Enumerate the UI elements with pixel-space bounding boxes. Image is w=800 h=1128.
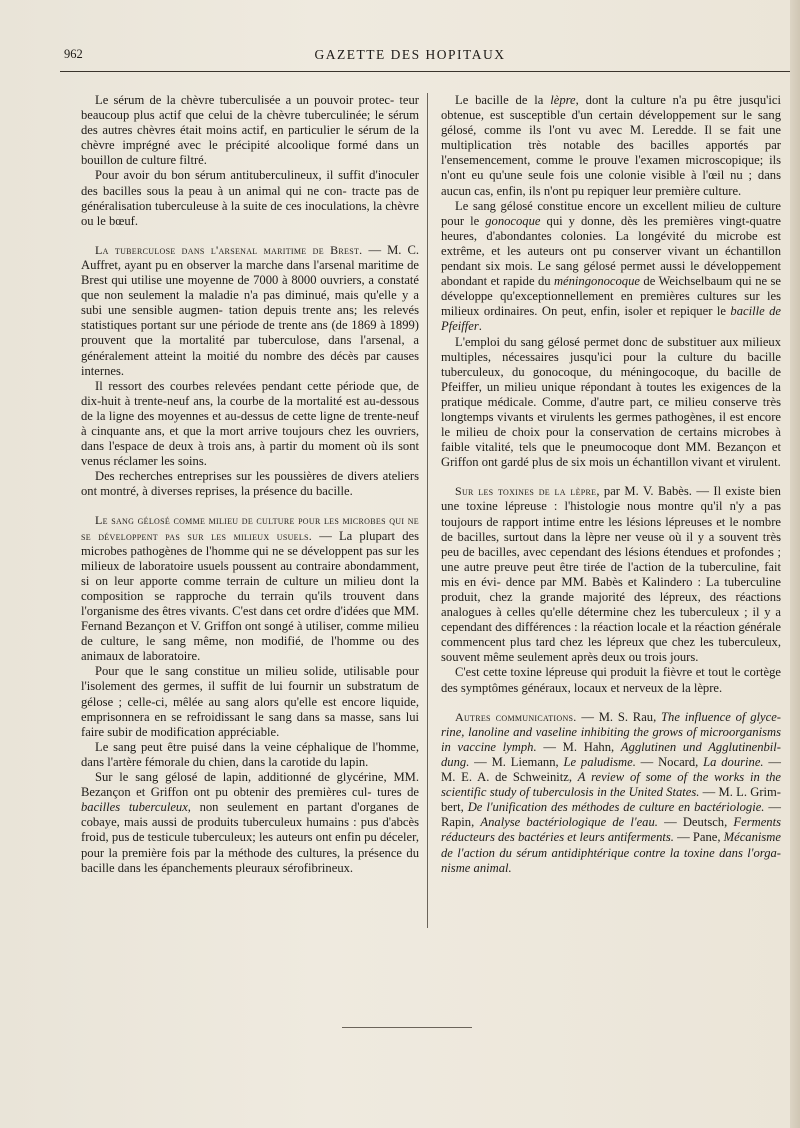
page-header (60, 47, 760, 71)
text-run: Le sang gélosé constitue encore un excellent milieu de culture pour le (441, 198, 781, 228)
text-run: , dont la culture n'a pu être jusqu'ici obtenue, est susceptible d'un certain développement sur le sang gélosé, comme ils l'ont vu avec M. Leredde. Il se fait une multiplication très notable des bacilles apportés par l'ensemencement, comme le prouve l'examen microscopique; ils n'ont eu qu'une seule fois une colonie visible à l'œil nu ; dans aucun cas, enfin, ils n'ont pu repiquer leur première culture. (441, 93, 781, 198)
italic-run: bacilles tuberculeux (81, 800, 188, 815)
page-edge-shadow (790, 0, 800, 1128)
text-run: , non seulement en partant d'organes de cobaye, mais aussi de produits tuberculeux humains : pus d'abcès froid, pus de testicule tuberculeux; les auteurs ont enfin pu déceler, pour la première fois par la méthode des cultures, la présence du bacille dans les épanchements pleuraux sérofibrineux. (81, 800, 419, 875)
text-run: — Nocard, (635, 754, 704, 769)
italic-run: Ferments réducteurs des bactéries et leurs antiferments. (441, 815, 781, 845)
text-run: — M. Hahn, (536, 739, 621, 754)
header-rule (60, 71, 792, 72)
text-run: — M. E. A. de Schweinitz, (441, 754, 781, 785)
paragraph: C'est cette toxine lépreuse qui produit la fièvre et tout le cortège des symptômes généraux, locaux et nerveux de la lèpre. (441, 665, 781, 695)
italic-run: Le paludisme. (563, 754, 636, 769)
section-sang-gelose (81, 513, 419, 664)
text-run: — Deutsch, (657, 815, 734, 830)
paragraph: Il ressort des courbes relevées pendant cette période que, de dix-huit à trente-neuf ans, la courbe de la mortalité est au-dessous de la ligne des moyennes et au-dessus de cette ligne de trente-neuf à cinquante ans, et que la mort arrive toujours chez les ouvriers, dans l'espace de deux à trois ans, à partir du moment où ils sont venus réclamer les soins. (81, 378, 419, 469)
text-run: — Rapin, (441, 800, 781, 830)
paragraph (441, 93, 781, 199)
italic-run: The influence of glyce- rine, lanoline and vaseline inhibiting the grows of microorganisms in vaccine lymph. (441, 709, 781, 754)
section-text: — M. C. Auffret, ayant pu en observer la marche dans l'arsenal maritime de Brest qui utilise une moyenne de 7000 à 8000 ouvriers, a constaté que non seulement la maladie n'a pas diminué, mais qu'elle y a subi une sensible augmen- tation depuis trente ans; les relevés statistiques portant sur une période de trente ans (de 1869 à 1899) prouvent que la mortalité par tuberculose, dans l'arsenal, a généralement atteint la moitié du nombre des décès par causes internes. (81, 242, 419, 378)
italic-run: De l'unification des méthodes de culture en bactériologie. (467, 800, 765, 815)
italic-run: A review of some of the works in the scientific study of tuberculosis in the United States. (441, 770, 781, 800)
section-text: — La plupart des microbes pathogènes de l'homme qui ne se développent pas sur les milieux de laboratoire usuels poussent au contraire abondamment, si on leur apporte comme terrain de culture un milieu dont la composition se rapproche du terrain qu'ils trouvent dans l'organisme des êtres vivants. C'est dans cet ordre d'idées que MM. Fernand Bezançon et V. Griffon ont songé à utiliser, comme milieu de culture, le sang même, non modifié, de l'homme ou des animaux de laboratoire. (81, 528, 419, 664)
section-heading: Sur les toxines de la lèpre (455, 484, 597, 499)
italic-run: Analyse bactériologique de l'eau. (480, 815, 658, 830)
paragraph: L'emploi du sang gélosé permet donc de substituer aux milieux multiples, nécessaires jusqu'ici pour la culture du bacille tuberculeux, du gonocoque, du méningocoque, du bacille de Pfeiffer, un milieu unique répondant à toutes les exigences de la pratique médicale. Comme, d'autre part, ce milieu conserve très longtemps vivants et virulents les germes pathogènes, il est encore le milieu de choix pour la conservation de certains microbes à faible vitalité, tels que le pneumocoque dont MM. Bezançon et Griffon ont gardé plus de six mois un échantillon vivant et virulent. (441, 334, 781, 470)
section-brest (81, 243, 419, 379)
text-run: — M. S. Rau, (576, 709, 662, 724)
italic-run: La dourine. (703, 754, 764, 769)
text-run: Sur le sang gélosé de lapin, additionné de glycérine, MM. Bezançon et Griffon ont pu obtenir des premières cul- tures de (81, 770, 419, 800)
paragraph: Le sang peut être puisé dans la veine céphalique de l'homme, dans l'artère fémorale du chien, dans la carotide du lapin. (81, 739, 419, 769)
section-text: , par M. V. Babès. — Il existe bien une toxine lépreuse : l'histologie nous montre qu'il n'y a pas toujours de rapport intime entre les lésions lépreuses et le nombre de bacilles, surtout dans la lèpre ner veuse où il y a souvent très peu de bacilles, avec cependant des lésions étendues et profondes ; une autre preuve peut être tirée de l'action de la tuberculine, fait mis en évi- dence par MM. Babès et Kalindero : La tuberculine produit, chez la grande majorité des lépreux, des réactions analogues à celles qu'elle détermine chez les tuberculeux ; il y a cependant des différences : la réaction locale et la réaction générale commencent plus tard chez les lépreux que chez les tuberculeux, souvent même seulement après deux ou trois jours. (441, 484, 781, 665)
journal-title: GAZETTE DES HOPITAUX (314, 47, 506, 62)
text-run: qui y donne, dès les premières vingt-quatre heures, d'abondantes colonies. La longévité du microbe est extrême, et les auteurs ont pu conserver vivant un échantillon pendant six mois. Le sang gélosé permet aussi le développement abondant et rapide du (441, 213, 781, 289)
column-divider (427, 93, 428, 928)
section-autres-communications (441, 710, 781, 876)
paragraph: Pour que le sang constitue un milieu solide, utilisable pour l'isolement des germes, il suffit de lui fournir un substratum de gélose ; celle-ci, mêlée au sang alors qu'elle est encore liquide, emprisonnera en se refroidissant le sang dans sa masse, sans lui faire subir de modification appréciable. (81, 664, 419, 739)
italic-run: gonocoque (485, 213, 541, 228)
italic-run: bacille de Pfeiffer (441, 304, 781, 334)
italic-run: Mécanisme de l'action du sérum antidiphtérique contre la toxine dans l'orga- nisme animal. (441, 830, 781, 875)
left-column (81, 93, 419, 876)
section-heading: Le sang gélosé comme milieu de culture pour les microbes qui ne se développent pas sur les milieux usuels. (81, 513, 419, 543)
paragraph (81, 770, 419, 876)
italic-run: méningonocoque (553, 274, 640, 289)
text-run: — Pane, (673, 830, 724, 845)
paragraph: Le sérum de la chèvre tuberculisée a un pouvoir protec- teur beaucoup plus actif que celui de la chèvre tuberculinée; le sérum des autres chèvres était moins actif, en particulier le sérum de la chèvre imprégné avec le précipité alcoolique formé dans un bouillon de culture filtré. (81, 93, 419, 168)
text-run: — M. L. Grim- bert, (441, 785, 782, 815)
paragraph: Des recherches entreprises sur les poussières de divers ateliers ont montré, à diverses reprises, la présence du bacille. (81, 469, 419, 499)
page-number: 962 (64, 47, 83, 61)
text-run: — M. Liemann, (469, 754, 564, 769)
section-toxines-lepre (441, 484, 781, 665)
right-column (441, 93, 781, 876)
text-run: Le bacille de la (455, 93, 551, 107)
text-run: de Weichselbaum qui ne se développe qu'exceptionnellement en premières cultures sur les milieux ordinaires. On peut, enfin, isoler et repiquer le (441, 274, 781, 319)
paragraph: Pour avoir du bon sérum antituberculineux, il suffit d'inoculer des bacilles sous la peau à un animal qui ne con- tracte pas de généralisation tuberculeuse à la suite de ces inoculations, la chèvre ou le bœuf. (81, 168, 419, 228)
section-heading: Autres communications. (455, 709, 577, 724)
italic-run: Agglutinen und Agglutinenbil- dung. (441, 739, 781, 769)
italic-run: lèpre (550, 93, 576, 107)
paragraph (441, 199, 781, 335)
text-run: . (478, 319, 482, 334)
closing-rule (342, 1027, 472, 1028)
section-heading: La tuberculose dans l'arsenal maritime de Brest. (95, 242, 363, 257)
